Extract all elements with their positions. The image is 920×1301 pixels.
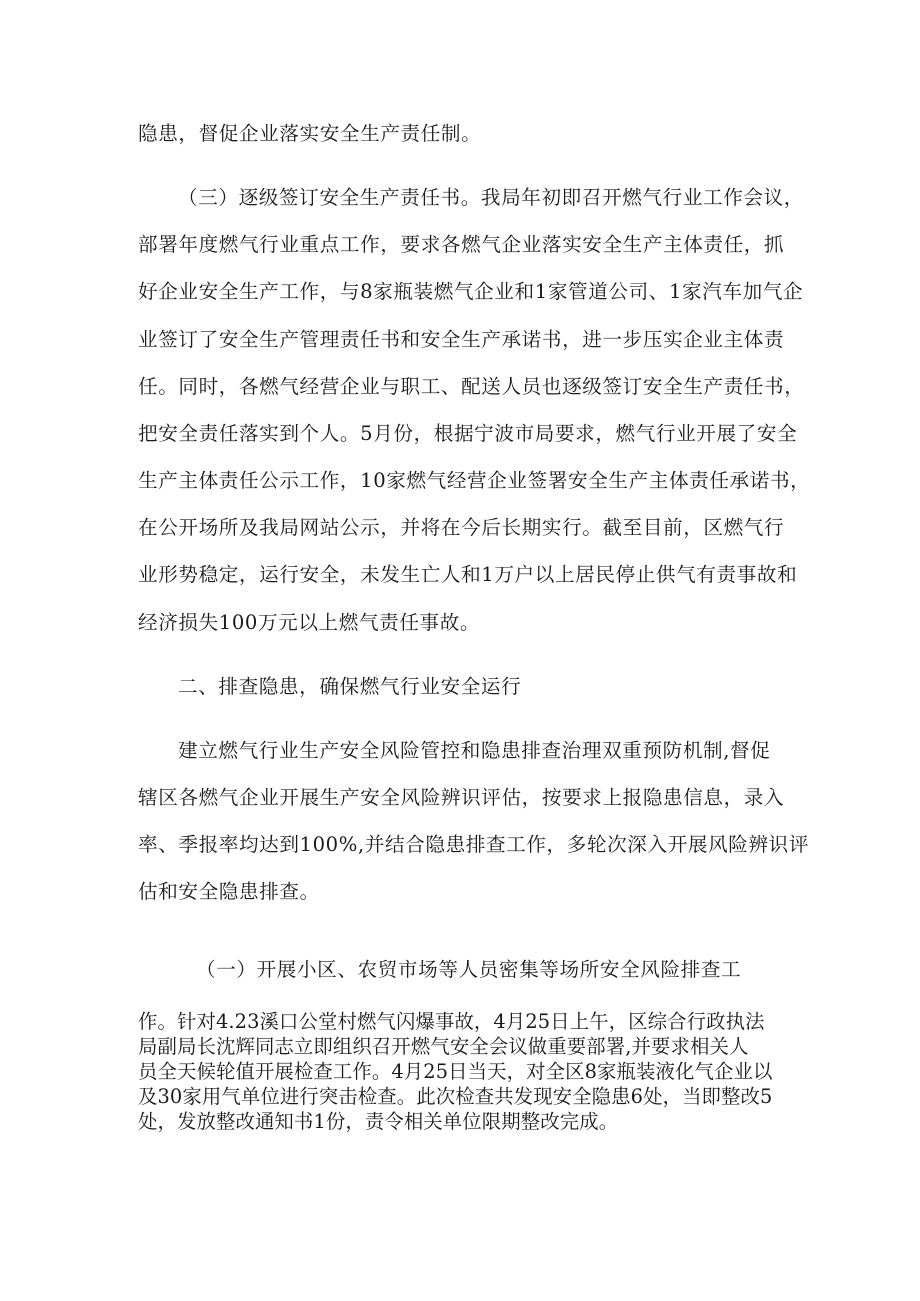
- paragraph-line: 员全天候轮值开展检查工作。4月25日当天，对全区8家瓶装液化气企业以: [138, 1060, 773, 1083]
- paragraph-line: 生产主体责任公示工作，10家燃气经营企业签署安全生产主体责任承诺书，: [138, 469, 811, 492]
- paragraph-line: 好企业安全生产工作，与8家瓶装燃气企业和1家管道公司、1家汽车加气企: [138, 280, 804, 303]
- paragraph-line: 作。针对4.23溪口公堂村燃气闪爆事故，4月25日上午，区综合行政执法: [138, 1010, 765, 1033]
- paragraph-line: 隐患，督促企业落实安全生产责任制。: [138, 122, 482, 145]
- paragraph-line: 及30家用气单位进行突击检查。此次检查共发现安全隐患6处，当即整改5: [138, 1085, 773, 1108]
- paragraph-line: 辖区各燃气企业开展生产安全风险辨识评估，按要求上报隐患信息，录入: [138, 786, 785, 809]
- section-heading: 二、排查隐患，确保燃气行业安全运行: [178, 675, 522, 698]
- paragraph-line: 率、季报率均达到100%,并结合隐患排查工作，多轮次深入开展风险辨识评: [138, 833, 810, 856]
- paragraph-line: 把安全责任落实到个人。5月份，根据宁波市局要求，燃气行业开展了安全: [138, 422, 798, 445]
- paragraph-line: 在公开场所及我局网站公示，并将在今后长期实行。截至目前，区燃气行: [138, 516, 785, 539]
- paragraph-line: 处，发放整改通知书1份，责令相关单位限期整改完成。: [138, 1110, 619, 1133]
- section-3-first-line: （三）逐级签订安全生产责任书。我局年初即召开燃气行业工作会议，: [178, 186, 805, 209]
- paragraph-line: 经济损失100万元以上燃气责任事故。: [138, 611, 481, 634]
- paragraph-line: 业形势稳定，运行安全，未发生亡人和1万户以上居民停止供气有责事故和: [138, 563, 798, 586]
- subsection-title: （一）开展小区、农贸市场等人员密集等场所安全风险排查工: [196, 958, 742, 981]
- paragraph-line: 部署年度燃气行业重点工作，要求各燃气企业落实安全生产主体责任，抓: [138, 233, 785, 256]
- paragraph-line: 任。同时，各燃气经营企业与职工、配送人员也逐级签订安全生产责任书，: [138, 375, 805, 398]
- paragraph-line: 估和安全隐患排查。: [138, 880, 320, 903]
- paragraph-first-line: 建立燃气行业生产安全风险管控和隐患排查治理双重预防机制,督促: [178, 739, 771, 762]
- paragraph-line: 业签订了安全生产管理责任书和安全生产承诺书，进一步压实企业主体责: [138, 328, 785, 351]
- paragraph-line: 局副局长沈辉同志立即组织召开燃气安全会议做重要部署,并要求相关人: [138, 1035, 749, 1058]
